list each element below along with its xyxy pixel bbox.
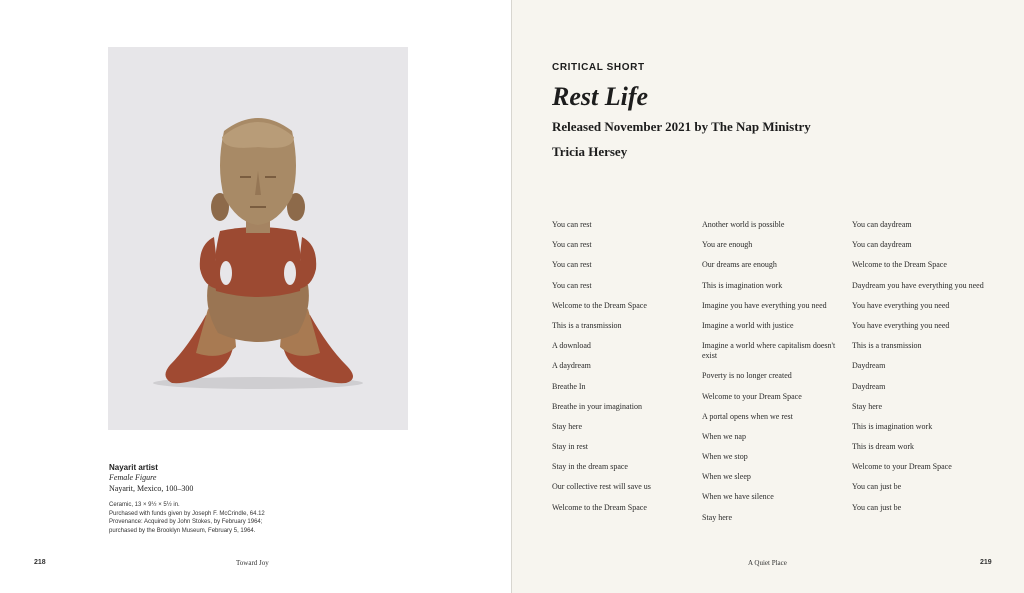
- poem-line: Welcome to the Dream Space: [552, 502, 647, 512]
- poem-line: You can just be: [852, 502, 902, 512]
- poem-line: Stay here: [552, 421, 582, 431]
- poem-line: Stay in the dream space: [552, 462, 628, 472]
- poem-line: You have everything you need: [852, 320, 950, 330]
- poem-line: You can just be: [852, 482, 902, 492]
- artwork-photo: [108, 47, 408, 430]
- author-name: Tricia Hersey: [552, 144, 628, 159]
- caption-provenance-2: purchased by the Brooklyn Museum, February 5, 1964.: [109, 527, 256, 534]
- poem-line: Daydream you have everything you need: [852, 280, 984, 290]
- poem-column-3: [852, 220, 1002, 523]
- artwork-caption: [109, 462, 359, 535]
- poem-line: You can rest: [552, 240, 592, 250]
- poem-line: Daydream: [852, 361, 886, 371]
- poem-line: You can daydream: [852, 240, 912, 250]
- caption-artist: Nayarit artist: [109, 463, 158, 472]
- poem-line: You can daydream: [852, 220, 912, 229]
- poem-line: Poverty is no longer created: [702, 371, 792, 381]
- poem-line: When we have silence: [702, 492, 774, 502]
- poem-line: Another world is possible: [702, 220, 785, 229]
- poem-line: A daydream: [552, 361, 591, 371]
- poem-line: This is a transmission: [552, 320, 622, 330]
- poem-line: Daydream: [852, 381, 886, 391]
- poem-line: Stay in rest: [552, 442, 588, 452]
- poem-line: This is imagination work: [702, 280, 783, 290]
- poem-line: When we sleep: [702, 472, 751, 482]
- right-page: [512, 0, 1024, 593]
- poem-line: Welcome to the Dream Space: [852, 260, 947, 270]
- poem-line: Welcome to your Dream Space: [702, 391, 802, 401]
- poem-line: Imagine a world where capitalism doesn't exist: [702, 341, 836, 361]
- poem-line: A download: [552, 341, 591, 351]
- poem-line: This is imagination work: [852, 421, 933, 431]
- poem-line: A portal opens when we rest: [702, 411, 793, 421]
- poem-line: Stay here: [852, 401, 882, 411]
- female-figure-sculpture: [108, 47, 408, 430]
- poem-line: Imagine you have everything you need: [702, 300, 827, 310]
- poem-line: Our dreams are enough: [702, 260, 777, 270]
- caption-place-date: Nayarit, Mexico, 100–300: [109, 484, 194, 493]
- caption-credit: Purchased with funds given by Joseph F. McCrindle, 64.12: [109, 510, 265, 517]
- poem-column-2: [702, 220, 842, 533]
- running-head-right: A Quiet Place: [748, 559, 787, 567]
- poem-line: When we stop: [702, 452, 748, 462]
- caption-medium: Ceramic, 13 × 9½ × 5½ in.: [109, 502, 180, 508]
- running-head-left: Toward Joy: [236, 559, 269, 567]
- poem-line: You can rest: [552, 260, 592, 270]
- poem-line: Our collective rest will save us: [552, 482, 651, 492]
- poem-line: You have everything you need: [852, 300, 950, 310]
- poem-line: Breathe in your imagination: [552, 401, 642, 411]
- poem-line: You can rest: [552, 280, 592, 290]
- poem-line: This is dream work: [852, 442, 914, 452]
- poem-line: Welcome to the Dream Space: [552, 300, 647, 310]
- page-number-left: 218: [34, 559, 46, 566]
- poem-line: This is a transmission: [852, 341, 922, 351]
- caption-title: Female Figure: [109, 473, 157, 482]
- release-line: Released November 2021 by The Nap Ministry: [552, 119, 811, 134]
- poem-line: Breathe In: [552, 381, 586, 391]
- poem-line: Stay here: [702, 512, 732, 522]
- poem-line: Imagine a world with justice: [702, 320, 794, 330]
- poem-line: You are enough: [702, 240, 753, 250]
- poem-column-1: [552, 220, 692, 523]
- piece-title: Rest Life: [552, 82, 649, 111]
- section-kicker: CRITICAL SHORT: [552, 62, 645, 73]
- poem-line: When we nap: [702, 431, 746, 441]
- caption-provenance-1: Provenance: Acquired by John Stokes, by February 1964;: [109, 519, 263, 525]
- poem-line: You can rest: [552, 220, 592, 229]
- page-number-right: 219: [980, 559, 992, 566]
- poem-line: Welcome to your Dream Space: [852, 462, 952, 472]
